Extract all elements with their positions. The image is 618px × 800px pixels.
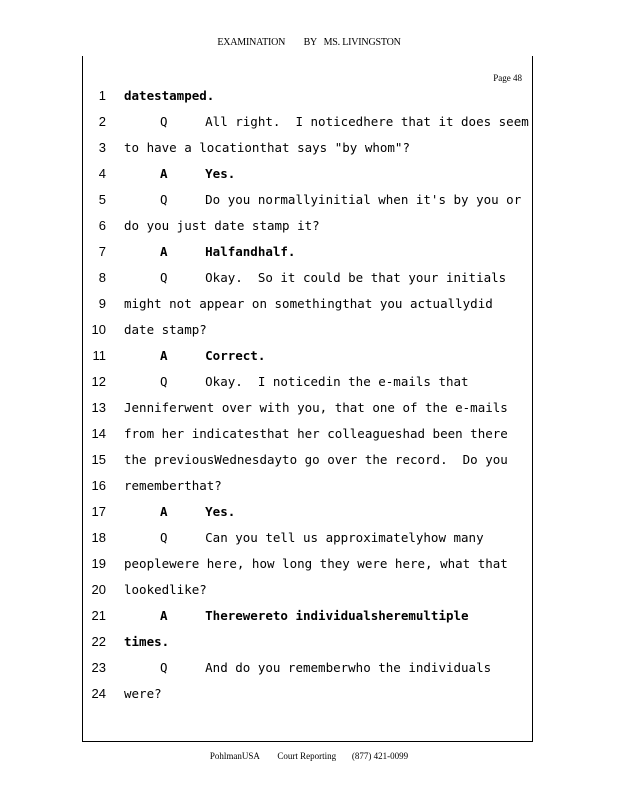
line-text: A Yes. <box>160 504 236 519</box>
transcript-line <box>0 296 618 322</box>
transcript-line <box>0 88 618 114</box>
line-text: Q Do you normallyinitial when it's by you or <box>160 192 522 207</box>
transcript-line <box>0 426 618 452</box>
line-number: 21 <box>91 608 106 623</box>
line-text: A Correct. <box>160 348 266 363</box>
line-text: A Yes. <box>160 166 236 181</box>
line-number: 13 <box>91 400 106 415</box>
footer-phone: (877) 421-0099 <box>351 751 409 761</box>
line-number: 14 <box>91 426 106 441</box>
transcript-line <box>0 608 618 634</box>
transcript-line <box>0 452 618 478</box>
line-text: Q Okay. So it could be that your initials <box>160 270 507 285</box>
page-header <box>0 37 618 48</box>
line-text: datestamped. <box>124 88 215 103</box>
line-text: Q And do you rememberwho the individuals <box>160 660 492 675</box>
line-number: 19 <box>91 556 106 571</box>
line-text: Jenniferwent over with you, that one of the e-mails <box>124 400 508 415</box>
line-text: times. <box>124 634 170 649</box>
line-text: lookedlike? <box>124 582 207 597</box>
line-text: were? <box>124 686 162 701</box>
line-text: the previousWednesdayto go over the record. Do you <box>124 452 508 467</box>
transcript-line <box>0 218 618 244</box>
transcript-line <box>0 114 618 140</box>
page-footer <box>0 751 618 761</box>
transcript-line <box>0 530 618 556</box>
transcript-line <box>0 348 618 374</box>
transcript-line <box>0 374 618 400</box>
line-number: 12 <box>91 374 106 389</box>
line-number: 11 <box>92 348 106 363</box>
transcript-line <box>0 660 618 686</box>
line-text: Q Can you tell us approximatelyhow many <box>160 530 484 545</box>
line-text: Q Okay. I noticedin the e-mails that <box>160 374 469 389</box>
footer-service: Court Reporting <box>277 751 337 761</box>
line-number: 23 <box>91 660 106 675</box>
line-text: date stamp? <box>124 322 207 337</box>
page-number: Page 48 <box>493 73 522 83</box>
transcript-line <box>0 166 618 192</box>
line-text: might not appear on somethingthat you actuallydid <box>124 296 493 311</box>
header-by: BY <box>303 37 317 48</box>
transcript-line <box>0 322 618 348</box>
line-number: 20 <box>91 582 106 597</box>
header-examination: EXAMINATION <box>217 37 286 48</box>
header-examiner: MS. LIVINGSTON <box>323 37 401 48</box>
transcript-line <box>0 400 618 426</box>
line-text: A Halfandhalf. <box>160 244 296 259</box>
line-text: to have a locationthat says "by whom"? <box>124 140 410 155</box>
transcript-line <box>0 478 618 504</box>
transcript-line <box>0 192 618 218</box>
line-number: 9 <box>98 296 106 311</box>
line-text: rememberthat? <box>124 478 222 493</box>
transcript-line <box>0 140 618 166</box>
transcript-line <box>0 270 618 296</box>
footer-company: PohlmanUSA <box>209 751 260 761</box>
transcript-line <box>0 686 618 712</box>
line-number: 24 <box>91 686 106 701</box>
line-text: Q All right. I noticedhere that it does seem <box>160 114 529 129</box>
line-text: from her indicatesthat her colleagueshad been there <box>124 426 508 441</box>
line-number: 17 <box>91 504 106 519</box>
line-number: 2 <box>98 114 106 129</box>
line-text: do you just date stamp it? <box>124 218 320 233</box>
transcript-line <box>0 504 618 530</box>
line-number: 3 <box>98 140 106 155</box>
transcript-line <box>0 582 618 608</box>
line-number: 1 <box>98 88 106 103</box>
line-text: peoplewere here, how long they were here, what that <box>124 556 508 571</box>
line-number: 8 <box>98 270 106 285</box>
line-number: 15 <box>91 452 106 467</box>
transcript-line <box>0 244 618 270</box>
line-number: 22 <box>91 634 106 649</box>
line-number: 7 <box>98 244 106 259</box>
line-number: 16 <box>91 478 106 493</box>
transcript-line <box>0 556 618 582</box>
line-number: 10 <box>91 322 106 337</box>
line-number: 6 <box>98 218 106 233</box>
line-text: A Therewereto individualsheremultiple <box>160 608 469 623</box>
line-number: 18 <box>91 530 106 545</box>
line-number: 4 <box>98 166 106 181</box>
transcript-line <box>0 634 618 660</box>
line-number: 5 <box>98 192 106 207</box>
